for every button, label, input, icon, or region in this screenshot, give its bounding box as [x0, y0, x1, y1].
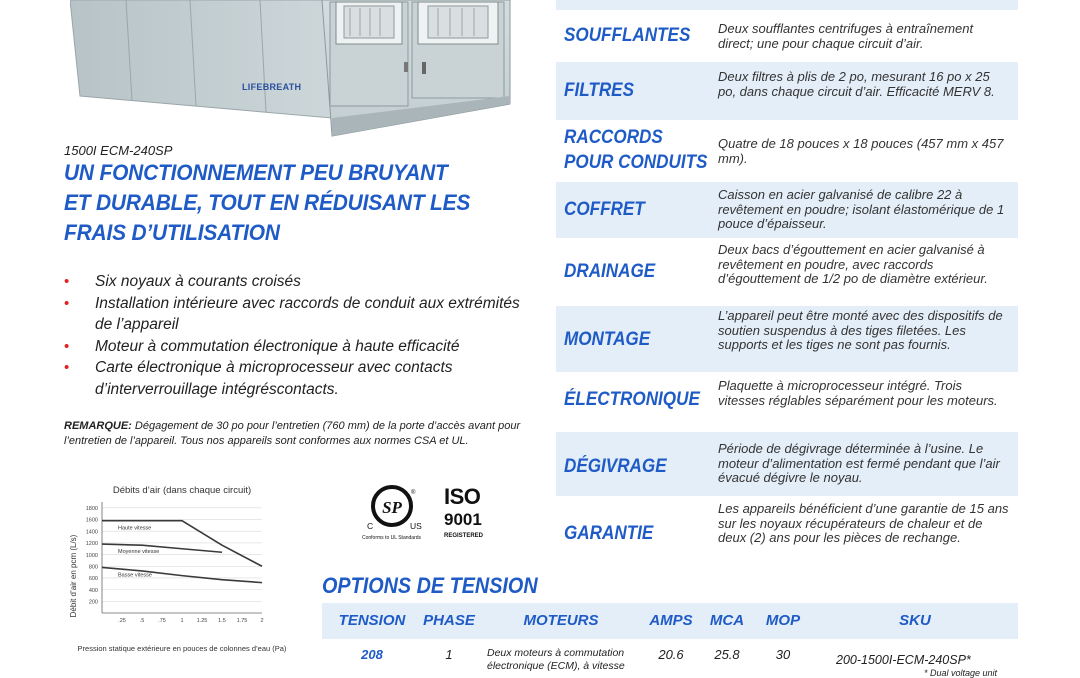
- svg-text:SP: SP: [382, 498, 402, 517]
- spec-label: RACCORDS: [564, 127, 663, 148]
- spec-label: FILTRES: [564, 80, 634, 101]
- spec-value: Quatre de 18 pouces x 18 pouces (457 mm x 457 mm).: [718, 136, 1004, 166]
- headline: [64, 158, 501, 248]
- remark-note: [64, 419, 524, 448]
- chart-y-tick-label: 1600: [85, 517, 98, 524]
- chart-series-label: Basse vitesse: [118, 572, 152, 579]
- col-header-sku: SKU: [899, 612, 931, 629]
- chart-y-tick-label: 800: [88, 564, 98, 571]
- spec-row-montage: [556, 306, 1018, 372]
- chart-x-tick-label: 2: [260, 618, 264, 624]
- spec-label: DÉGIVRAGE: [564, 456, 667, 477]
- col-header-mca: MCA: [709, 612, 745, 629]
- feature-text: Installation intérieure avec raccords de conduit aux extrémités de l’appareil: [95, 294, 520, 333]
- chart-plot-area: [86, 502, 264, 624]
- feature-text: Carte électronique à microprocesseur avec contacts d’interverrouillage intégréscontacts.: [95, 359, 453, 398]
- spec-value: L’appareil peut être monté avec des dispositifs de soutien suspendus à des tiges filetées. Les supports et les tiges ne sont pas fournis.: [718, 308, 1003, 352]
- iso-title: ISO: [444, 484, 481, 509]
- chart-x-tick-label: 1: [180, 618, 184, 624]
- chart-y-tick-label: 600: [88, 576, 98, 583]
- chart-y-tick-label: 1400: [85, 529, 98, 536]
- product-photo: [70, 0, 520, 140]
- cell-mop: 30: [775, 647, 791, 662]
- col-header-amps: AMPS: [649, 612, 693, 629]
- cell-moteurs: Deux moteurs à commutation électronique (ECM), à vitesse: [487, 647, 625, 672]
- remark-label: REMARQUE:: [64, 420, 132, 432]
- spec-label: DRAINAGE: [564, 261, 656, 282]
- iso-caption: REGISTERED: [444, 533, 484, 539]
- feature-text: Six noyaux à courants croisés: [95, 273, 301, 290]
- col-header-tension: TENSION: [338, 612, 406, 629]
- spec-value: Deux filtres à plis de 2 po, mesurant 16 po x 25 po, dans chaque circuit d’air. Efficacité MERV 8.: [718, 69, 995, 99]
- spec-value: Les appareils bénéficient d’une garantie de 15 ans sur les noyaux récupérateurs de chaleur et de deux (2) ans pour les pièces de rechange.: [718, 501, 1009, 545]
- cell-amps: 20.6: [658, 647, 684, 662]
- brand-logo: LIFEBREATH: [242, 82, 302, 92]
- cell-mca: 25.8: [714, 647, 740, 662]
- options-title: OPTIONS DE TENSION: [322, 573, 538, 598]
- chart-x-axis-label: Pression statique extérieure en pouces de colonnes d’eau (Pa): [77, 644, 287, 653]
- headline-line: ET DURABLE, TOUT EN RÉDUISANT LES: [64, 190, 471, 215]
- cell-sku-note: * Dual voltage unit: [924, 668, 998, 678]
- chart-x-tick-label: 1.75: [236, 618, 248, 624]
- chart-y-tick-label: 1200: [85, 541, 98, 548]
- feature-item: [64, 271, 534, 293]
- chart-y-tick-label: 200: [88, 599, 98, 606]
- feature-list: [64, 271, 534, 400]
- csa-trademark: ®: [411, 490, 416, 496]
- chart-y-tick-label: 1000: [85, 552, 98, 559]
- cell-sku: 200-1500I-ECM-240SP*: [836, 653, 971, 667]
- spec-label: MONTAGE: [564, 329, 651, 350]
- spec-row-filtres: [556, 62, 1018, 120]
- chart-x-tick-label: 1.5: [218, 618, 226, 624]
- spec-value: Caisson en acier galvanisé de calibre 22 à revêtement en poudre; isolant élastomérique de 1 pouce d’épaisseur.: [718, 187, 1005, 231]
- spec-row-garantie: [556, 496, 1018, 568]
- spec-row-coffret: [556, 182, 1018, 238]
- airflow-chart: [62, 480, 312, 658]
- spec-row-raccords: [556, 120, 1018, 182]
- options-table-header: [322, 603, 1018, 639]
- feature-text: Moteur à commutation électronique à haute efficacité: [95, 337, 460, 355]
- chart-x-tick-label: 1.25: [196, 618, 208, 624]
- spec-value: Deux soufflantes centrifuges à entraînement direct; une pour chaque circuit d’air.: [718, 21, 974, 51]
- feature-item: [64, 293, 534, 336]
- cell-phase: 1: [445, 647, 453, 662]
- headline-line: FRAIS D’UTILISATION: [64, 220, 280, 245]
- spec-row-souffantes: [556, 10, 1018, 62]
- spec-value: Période de dégivrage déterminée à l’usine. Le moteur d’alimentation est fermé pendant que l’air évacué dégivre le noyau.: [718, 441, 1000, 485]
- bullet-icon: •: [64, 294, 70, 312]
- csa-caption: Conforms to UL Standards: [362, 535, 422, 541]
- csa-us-mark: US: [410, 521, 422, 531]
- chart-x-tick-label: .5: [139, 618, 145, 624]
- airflow-chart-svg: [62, 480, 312, 658]
- chart-title: Débits d’air (dans chaque circuit): [112, 485, 252, 496]
- spec-label: SOUFFLANTES: [564, 25, 691, 46]
- feature-item: [64, 336, 534, 358]
- col-header-mop: MOP: [765, 612, 801, 629]
- remark-text: Dégagement de 30 po pour l’entretien (760 mm) de la porte d’accès avant pour l’entretien de l’appareil. Tous nos appareils sont conformes aux normes CSA et UL.: [64, 420, 521, 447]
- spec-label: COFFRET: [564, 199, 645, 220]
- chart-y-tick-label: 400: [88, 587, 98, 594]
- chart-series-label: Haute vitesse: [118, 525, 152, 532]
- chart-series-label: Moyenne vitesse: [118, 549, 160, 556]
- spec-value: Plaquette à microprocesseur intégré. Trois vitesses réglables séparément pour les moteurs.: [718, 378, 998, 408]
- cell-tension[interactable]: 208: [361, 647, 383, 662]
- col-header-phase: PHASE: [423, 612, 475, 629]
- iso-logo: [444, 486, 490, 544]
- headline-line: UN FONCTIONNEMENT PEU BRUYANT: [64, 160, 448, 185]
- bullet-icon: •: [64, 359, 70, 376]
- iso-number: 9001: [444, 510, 482, 529]
- col-header-moteurs: MOTEURS: [523, 612, 599, 629]
- bullet-icon: •: [64, 273, 70, 290]
- model-caption: 1500I ECM-240SP: [64, 143, 173, 158]
- csa-c-mark: C: [367, 521, 374, 531]
- chart-y-axis-label: Débit d’air en pcm (L/s): [69, 534, 78, 618]
- spec-table-top-band: [556, 0, 1018, 10]
- spec-value: Deux bacs d’égouttement en acier galvanisé à revêtement en poudre, avec raccords d’égouttement de 1/2 po de diamètre extérieur.: [718, 242, 988, 286]
- bullet-icon: •: [64, 337, 70, 355]
- spec-row-electronique: [556, 372, 1018, 432]
- chart-y-tick-label: 1800: [85, 506, 98, 513]
- spec-label: POUR CONDUITS: [564, 152, 708, 173]
- feature-item: [64, 357, 534, 400]
- spec-row-degivrage: [556, 432, 1018, 496]
- spec-label: GARANTIE: [564, 523, 654, 544]
- csa-logo: [362, 484, 430, 546]
- chart-x-tick-label: .25: [118, 618, 126, 624]
- chart-x-tick-label: .75: [158, 618, 166, 624]
- spec-row-drainage: [556, 238, 1018, 306]
- spec-label: ÉLECTRONIQUE: [564, 389, 700, 410]
